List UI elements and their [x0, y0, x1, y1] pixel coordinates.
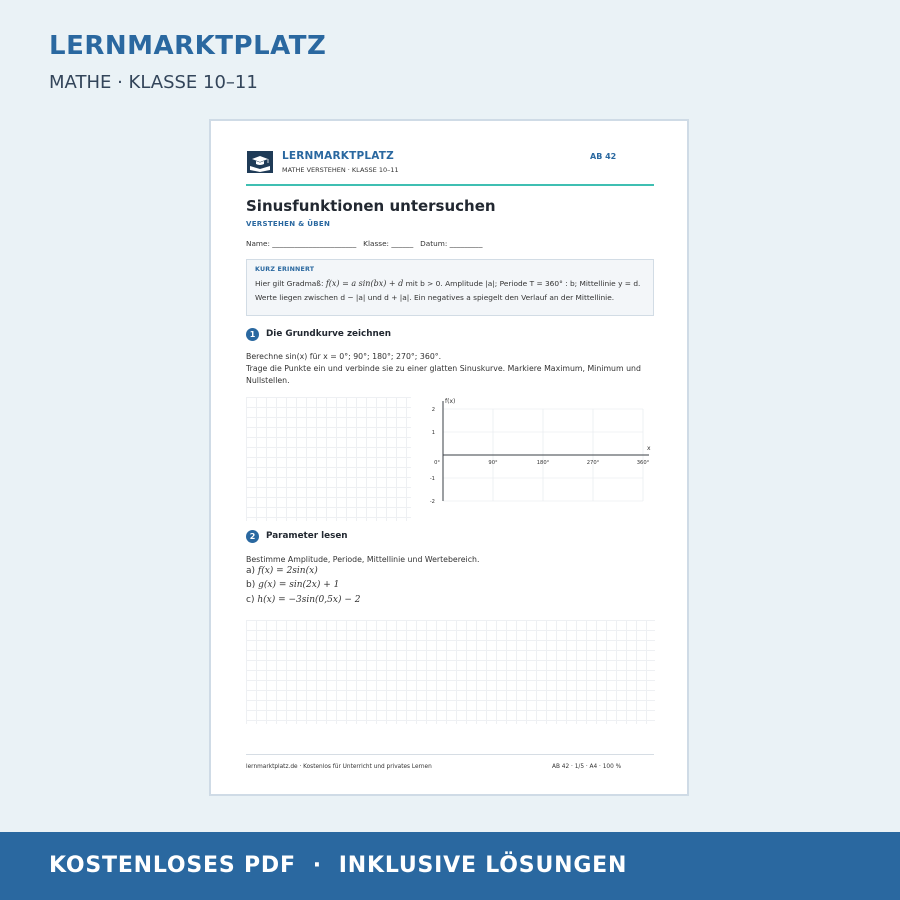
- recall-box: [246, 259, 654, 316]
- x-tick-label: 270°: [586, 460, 600, 466]
- sheet-logo-subtitle: MATHE VERSTEHEN · KLASSE 10–11: [282, 166, 399, 174]
- task-1-answer-grid: [246, 397, 411, 521]
- task-2-item-b-label: b): [246, 580, 259, 590]
- y-tick-label: 1: [431, 430, 435, 436]
- recall-formula: f(x) = a sin(bx) + d: [325, 279, 404, 288]
- task-2-title: Parameter lesen: [266, 531, 348, 541]
- worksheet-tag: VERSTEHEN & ÜBEN: [246, 220, 331, 228]
- x-tick-label: 90°: [488, 460, 498, 466]
- recall-heading: KURZ ERINNERT: [255, 266, 315, 273]
- task-1-title: Die Grundkurve zeichnen: [266, 329, 392, 339]
- task-2-item-b-formula: g(x) = sin(2x) + 1: [258, 580, 340, 590]
- task-2-intro: Bestimme Amplitude, Periode, Mittellinie und Wertebereich.: [246, 555, 480, 564]
- footer-divider: [246, 754, 654, 755]
- task-2-item-c-label: c): [246, 595, 258, 605]
- bottom-banner: [0, 832, 900, 900]
- x-tick-label: 360°: [636, 460, 650, 466]
- footer-page-info: AB 42 · 1/5 · A4 · 100 %: [552, 764, 622, 770]
- task-2-answer-grid: [246, 620, 655, 724]
- recall-line-1: [255, 279, 640, 288]
- recall-line-2: Werte liegen zwischen d − |a| und d + |a|. Ein negatives a spiegelt den Verlauf an der Mittellinie.: [255, 293, 615, 302]
- y-tick-label: 2: [431, 407, 435, 413]
- task-2-item-c-formula: h(x) = −3sin(0,5x) − 2: [257, 595, 361, 605]
- sheet-logo-name: LERNMARKTPLATZ: [282, 150, 394, 162]
- task-2-item-b: [246, 580, 339, 590]
- x-axis-label: x: [647, 445, 651, 452]
- task-1-line-2: Trage die Punkte ein und verbinde sie zu einer glatten Sinuskurve. Markiere Maximum, Minimum und Nullstellen.: [246, 364, 641, 385]
- x-tick-label: 180°: [536, 460, 550, 466]
- worksheet-preview: [209, 119, 689, 796]
- recall-line-1-suffix: mit b > 0. Amplitude |a|; Periode T = 360° : b; Mittellinie y = d.: [403, 279, 641, 288]
- task-2-item-a-label: a): [246, 566, 258, 576]
- task-1-line-1: Berechne sin(x) für x = 0°; 90°; 180°; 270°; 360°.: [246, 352, 442, 361]
- task-2-item-a-formula: f(x) = 2sin(x): [257, 566, 318, 576]
- brand-title: LERNMARKTPLATZ: [49, 31, 327, 61]
- banner-text: KOSTENLOSES PDF · INKLUSIVE LÖSUNGEN: [49, 853, 628, 878]
- sheet-id: AB 42: [590, 152, 617, 161]
- y-tick-label: -1: [429, 476, 435, 482]
- worksheet-title: Sinusfunktionen untersuchen: [246, 197, 496, 215]
- task-2-item-c: [246, 595, 360, 605]
- y-tick-label: -2: [429, 499, 435, 505]
- task-2-number-badge: 2: [246, 530, 259, 543]
- graduation-cap-book-icon: [247, 151, 273, 173]
- task-1-number-badge: 1: [246, 328, 259, 341]
- brand-subtitle: MATHE · KLASSE 10–11: [49, 72, 258, 93]
- name-class-date-fields: Name: _______________________ Klasse: ______ Datum: _________: [246, 239, 483, 248]
- footer-site-text: lernmarktplatz.de · Kostenlos für Unterricht und privates Lernen: [246, 764, 432, 770]
- recall-line-1-prefix: Hier gilt Gradmaß:: [255, 279, 326, 288]
- x-tick-label: 0°: [434, 460, 440, 466]
- task-2-item-a: [246, 566, 318, 576]
- header-divider: [246, 184, 654, 186]
- y-axis-label: f(x): [445, 398, 456, 405]
- sine-axes-chart: [423, 397, 659, 509]
